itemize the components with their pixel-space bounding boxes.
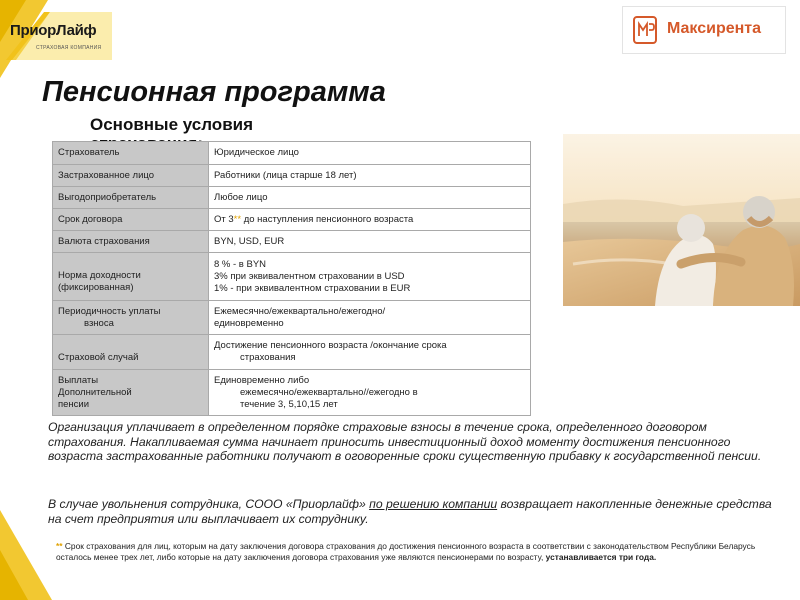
row-label-line: пенсии [58, 398, 90, 410]
row-label [53, 301, 209, 335]
table-row-yield [53, 253, 531, 301]
table-row-payouts [53, 370, 531, 416]
table-row-policyholder [53, 142, 531, 165]
conditions-table [52, 141, 531, 416]
priorlife-logo [6, 12, 118, 62]
description-paragraph: Организация уплачивает в определенном порядке страховые взносы в течение срока, определенного договором страхования. Накапливаемая сумма начинает приносить инвестиционный доход моменту достижения пенсионного возраста застрахованные работники получают в оговоренные сроки существенную прибавку к государственной пенсии. [48, 420, 762, 463]
row-label-line: Выплаты [58, 374, 99, 386]
maxirenta-logo [622, 6, 786, 54]
footnote [56, 541, 776, 563]
row-label-line: (фиксированная) [58, 282, 134, 293]
footnote-text: Срок страхования для лиц, которым на дату заключения договора страхования до достижения пенсионного возраста в соответствии с законодательством Республики Беларусь осталось менее трех лет, либо которые на дату заключения договора страхования уже являются пенсионерами по возрасту, [56, 541, 756, 562]
term-footnote-mark: ** [233, 213, 242, 225]
row-value: Работники (лица старше 18 лет) [209, 165, 531, 187]
row-value-line: 8 % - в BYN [214, 258, 267, 270]
row-label: Страхователь [53, 142, 209, 165]
row-value: BYN, USD, EUR [209, 231, 531, 253]
footnote-mark: ** [56, 541, 63, 551]
dismissal-text-end: возвращает накопленные денежные средства на счет предприятия или выплачивает их сотруднику. [48, 497, 772, 526]
row-value-line: 3% при эквивалентном страховании в USD [214, 270, 405, 282]
row-value: Любое лицо [209, 187, 531, 209]
dismissal-paragraph [48, 497, 778, 526]
row-value-line: Ежемесячно/ежеквартально/ежегодно/ [214, 305, 386, 317]
table-row-currency [53, 231, 531, 253]
dismissal-text-start: В случае увольнения сотрудника, СООО «Приорлайф» [48, 497, 370, 511]
row-value-line: ежемесячно/ежеквартально//ежегодно в [240, 386, 418, 398]
row-label: Застрахованное лицо [53, 165, 209, 187]
row-value [209, 370, 531, 416]
row-value [209, 253, 531, 301]
elderly-couple-beach-photo [563, 134, 800, 306]
maxirenta-logo-icon [633, 16, 657, 44]
row-label [53, 370, 209, 416]
row-value-line: Достижение пенсионного возраста /окончание срока [214, 340, 447, 351]
section-subtitle: Основные условия [90, 115, 254, 134]
priorlife-logo-subtitle: СТРАХОВАЯ КОМПАНИЯ [36, 45, 102, 51]
row-value: Юридическое лицо [209, 142, 531, 165]
dismissal-underlined-text: по решению компании [369, 497, 498, 511]
table-row-beneficiary [53, 187, 531, 209]
row-label-line: Норма доходности [58, 270, 141, 281]
row-value-line: Единовременно либо [214, 374, 310, 386]
table-row-frequency [53, 301, 531, 335]
table-row-term [53, 209, 531, 231]
row-value [209, 335, 531, 370]
row-label: Срок договора [53, 209, 209, 231]
row-value-line: страхования [240, 352, 296, 363]
row-value [209, 301, 531, 335]
footnote-bold-text: устанавливается три года. [545, 552, 657, 562]
row-label [53, 253, 209, 301]
row-label: Выгодоприобретатель [53, 187, 209, 209]
row-label-line: Периодичность уплаты [58, 305, 161, 317]
row-label: Страховой случай [53, 335, 209, 370]
term-value-start: От 3 [214, 213, 234, 225]
maxirenta-logo-name: Максирента [667, 20, 762, 37]
priorlife-logo-name: ПриорЛайф [10, 22, 97, 39]
table-row-event [53, 335, 531, 370]
row-value [209, 209, 531, 231]
table-row-insured [53, 165, 531, 187]
row-label-line: Дополнительной [58, 386, 132, 398]
row-label: Валюта страхования [53, 231, 209, 253]
row-label-line: взноса [84, 317, 114, 329]
row-value-line: единовременно [214, 317, 284, 329]
term-value-end: до наступления пенсионного возраста [241, 213, 414, 225]
page-title: Пенсионная программа [42, 76, 386, 108]
row-value-line: течение 3, 5,10,15 лет [240, 398, 338, 410]
row-value-line: 1% - при эквивалентном страховании в EUR [214, 282, 411, 294]
